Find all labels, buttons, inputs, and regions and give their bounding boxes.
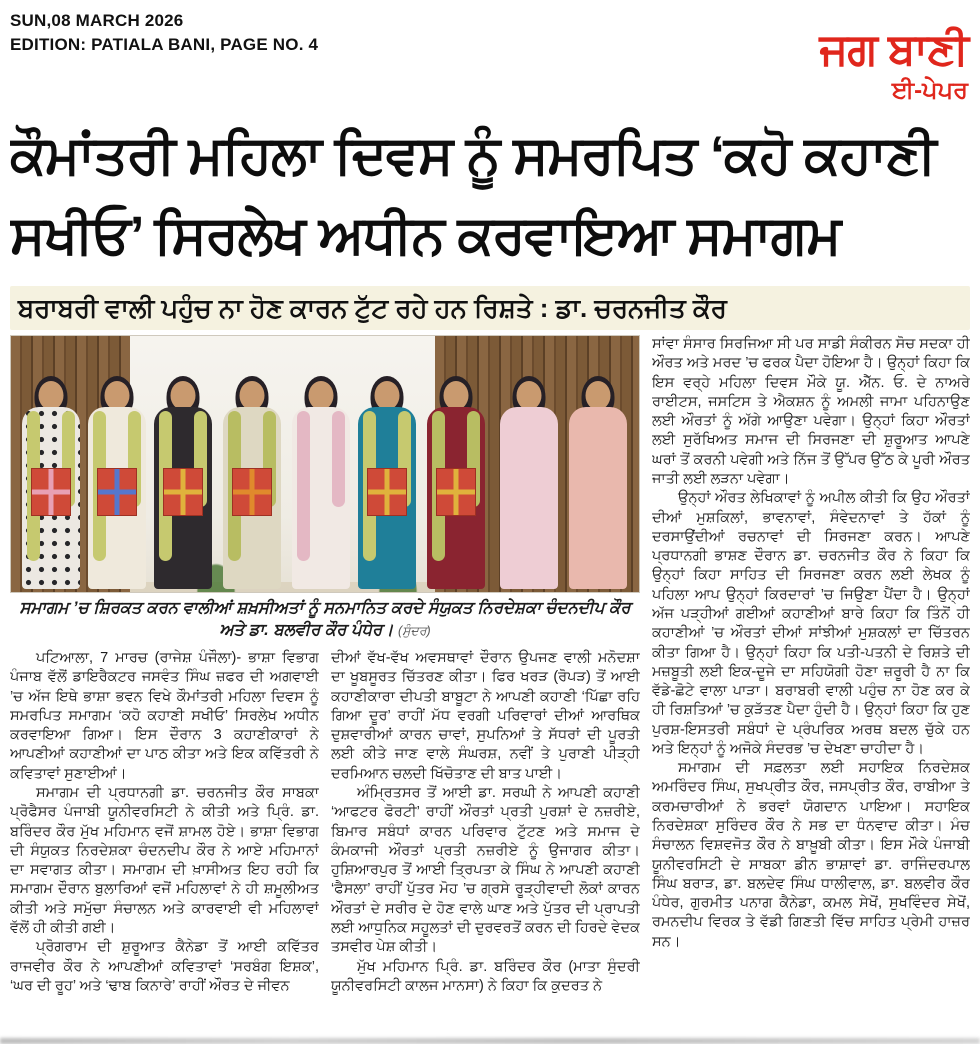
paragraph: ਮੁੱਖ ਮਹਿਮਾਨ ਪ੍ਰਿੰ. ਡਾ. ਬਰਿੰਦਰ ਕੌਰ (ਮਾਤਾ ਸੁੰਦਰੀ ਯੂਨੀਵਰਸਿਟੀ ਕਾਲਜ ਮਾਨਸਾ) ਨੇ ਕਿਹਾ ਕਿ ਕੁਦਰਤ ਨੇ — [331, 958, 640, 994]
headline-line-1: ਕੌਮਾਂਤਰੀ ਮਹਿਲਾ ਦਿਵਸ ਨੂੰ ਸਮਰਪਿਤ ‘ਕਹੋ ਕਹਾਣੀ — [10, 126, 936, 185]
person-figure — [356, 376, 418, 590]
gift-book — [31, 468, 71, 516]
caption-text: ਸਮਾਗਮ ’ਚ ਸ਼ਿਰਕਤ ਕਰਨ ਵਾਲੀਆਂ ਸ਼ਖ਼ਸੀਅਤਾਂ ਨੂੰ ਸਨਮਾਨਿਤ ਕਰਦੇ ਸੰਯੁਕਤ ਨਿਰਦੇਸ਼ਕਾ ਚੰਦਨਦੀਪ ਕੌਰ ਅਤੇ ਡਾ. ਬਲਵੀਰ ਕੌਰ ਪੰਧੇਰ। — [19, 599, 631, 639]
paragraph: ਉਨ੍ਹਾਂ ਔਰਤ ਲੇਖਿਕਾਵਾਂ ਨੂੰ ਅਪੀਲ ਕੀਤੀ ਕਿ ਉਹ ਔਰਤਾਂ ਦੀਆਂ ਮੁਸ਼ਕਿਲਾਂ, ਭਾਵਨਾਵਾਂ, ਸੰਵੇਦਨਾਵਾਂ ਤੇ ਹੱਕਾਂ ਨੂੰ ਦਰਸਾਉਂਦੀਆਂ ਰਚਨਾਵਾਂ ਦੀ ਸਿਰਜਣਾ ਕਰਨ। ਆਪਣੇ ਪ੍ਰਧਾਨਗੀ ਭਾਸ਼ਣ ਦੌਰਾਨ ਡਾ. ਚਰਨਜੀਤ ਕੌਰ ਨੇ ਕਿਹਾ ਕਿ ਉਨ੍ਹਾਂ ਕਿਹਾ ਸਾਹਿਤ ਦੀ ਸਿਰਜਣਾ ਕਰਨ ਲਈ ਲੇਖਕ ਨੂੰ ਪਹਿਲਾ ਆਪ ਉਨ੍ਹਾਂ ਕਿਰਦਾਰਾਂ ’ਚ ਜਿਉਣਾ ਪੈਂਦਾ ਹੈ। ਉਨ੍ਹਾਂ ਅੱਜ ਪੜ੍ਹੀਆਂ ਗਈਆਂ ਕਹਾਣੀਆਂ ਬਾਰੇ ਕਿਹਾ ਕਿ ਤਿੰਨੋਂ ਹੀ ਕਹਾਣੀਆਂ ’ਚ ਔਰਤਾਂ ਦੀਆਂ ਸਾਂਝੀਆਂ ਮੁਸ਼ਕਲਾਂ ਦਾ ਚਿੱਤਰਨ ਕੀਤਾ ਗਿਆ ਹੈ। ਉਨ੍ਹਾਂ ਕਿਹਾ ਕਿ ਪਤੀ-ਪਤਨੀ ਦੇ ਰਿਸ਼ਤੇ ਦੀ ਮਜ਼ਬੂਤੀ ਲਈ ਇਕ-ਦੂਜੇ ਦਾ ਸਹਿਯੋਗੀ ਹੋਣਾ ਜ਼ਰੂਰੀ ਹੈ ਨਾ ਕਿ ਵੱਡੇ-ਛੋਟੇ ਵਾਲਾ ਪਾੜਾ। ਬਰਾਬਰੀ ਵਾਲੀ ਪਹੁੰਚ ਨਾ ਹੋਣ ਕਰ ਕੇ ਹੀ ਰਿਸ਼ਤਿਆਂ ’ਚ ਕੁੜੱਤਣ ਪੈਦਾ ਹੁੰਦੀ ਹੈ। ਉਨ੍ਹਾਂ ਕਿਹਾ ਕਿ ਹੁਣ ਪੁਰਸ਼-ਇਸਤਰੀ ਸਬੰਧਾਂ ਦੇ ਪ੍ਰੰਪਰਿਕ ਅਰਥ ਬਦਲ ਚੁੱਕੇ ਹਨ ਅਤੇ ਇਨ੍ਹਾਂ ਨੂੰ ਅਜੋਕੇ ਸੰਦਰਭ ’ਚ ਦੇਖਣਾ ਚਾਹੀਦਾ ਹੈ। — [652, 490, 970, 757]
gift-book — [163, 468, 203, 516]
date-line: SUN,08 MARCH 2026 — [10, 11, 184, 30]
paragraph: ਸਮਾਗਮ ਦੀ ਸਫ਼ਲਤਾ ਲਈ ਸਹਾਇਕ ਨਿਰਦੇਸ਼ਕ ਅਮਰਿੰਦਰ ਸਿੰਘ, ਸੁਖਪ੍ਰੀਤ ਕੌਰ, ਜਸਪ੍ਰੀਤ ਕੌਰ, ਰਾਬੀਆ ਤੇ ਕਰਮਚਾਰੀਆਂ ਨੇ ਭਰਵਾਂ ਯੋਗਦਾਨ ਪਾਇਆ। ਸਹਾਇਕ ਨਿਰਦੇਸ਼ਕਾ ਸੁਰਿੰਦਰ ਕੌਰ ਨੇ ਸਭ ਦਾ ਧੰਨਵਾਦ ਕੀਤਾ। ਮੰਚ ਸੰਚਾਲਨ ਵਿਸ਼ਵਜੋਤ ਕੌਰ ਨੇ ਬਾਖ਼ੂਬੀ ਕੀਤਾ। ਇਸ ਮੌਕੇ ਪੰਜਾਬੀ ਯੂਨੀਵਰਸਿਟੀ ਦੇ ਸਾਬਕਾ ਡੀਨ ਭਾਸ਼ਾਵਾਂ ਡਾ. ਰਾਜਿੰਦਰਪਾਲ ਸਿੰਘ ਬਰਾੜ, ਡਾ. ਬਲਦੇਵ ਸਿੰਘ ਧਾਲੀਵਾਲ, ਡਾ. ਬਲਵੀਰ ਕੌਰ ਪੰਧੇਰ, ਗੁਰਮੀਤ ਪਨਾਗ ਕੈਨੇਡਾ, ਕਮਲ ਸੇਖੋਂ, ਸੁਖਵਿੰਦਰ ਸੇਖੋਂ, ਰਮਨਦੀਪ ਵਿਰਕ ਤੇ ਵੱਡੀ ਗਿਣਤੀ ਵਿੱਚ ਸਾਹਿਤ ਪ੍ਰੇਮੀ ਹਾਜ਼ਰ ਸਨ। — [652, 760, 970, 950]
edition-line: EDITION: PATIALA BANI, PAGE NO. 4 — [10, 35, 319, 54]
column-3 — [652, 335, 970, 1033]
gift-book — [436, 468, 476, 516]
person-figure — [152, 376, 214, 590]
photo-credit: (ਸੁੰਦਰ) — [397, 624, 431, 638]
photo-caption — [10, 593, 640, 645]
person-figure — [86, 376, 148, 590]
paragraph: ਦੀਆਂ ਵੱਖ-ਵੱਖ ਅਵਸਥਾਵਾਂ ਦੌਰਾਨ ਉਪਜਣ ਵਾਲੀ ਮਨੋਦਸ਼ਾ ਦਾ ਖੂਬਸੂਰਤ ਚਿੱਤਰਣ ਕੀਤਾ। ਫਿਰ ਖਰੜ (ਰੋਪੜ) ਤੋਂ ਆਈ ਕਹਾਣੀਕਾਰਾ ਦੀਪਤੀ ਬਾਬੂਟਾ ਨੇ ਆਪਣੀ ਕਹਾਣੀ ‘ਪਿੱਛਾ ਰਹਿ ਗਿਆ ਦੂਰ’ ਰਾਹੀਂ ਮੱਧ ਵਰਗੀ ਪਰਿਵਾਰਾਂ ਦੀਆਂ ਆਰਥਿਕ ਦੁਸ਼ਵਾਰੀਆਂ ਕਾਰਨ ਚਾਵਾਂ, ਸੁਪਨਿਆਂ ਤੇ ਸੱਧਰਾਂ ਦੀ ਪੂਰਤੀ ਲਈ ਕੀਤੇ ਜਾਣ ਵਾਲੇ ਸੰਘਰਸ਼, ਨਵੀਂ ਤੇ ਪੁਰਾਣੀ ਪੀੜ੍ਹੀ ਦਰਮਿਆਨ ਚਲਦੀ ਖਿੱਚੋਤਾਣ ਦੀ ਬਾਤ ਪਾਈ। — [331, 650, 640, 782]
person-figure — [567, 376, 629, 590]
gift-book — [367, 468, 407, 516]
article-body — [10, 335, 970, 1033]
paragraph: ਸਾਂਵਾ ਸੰਸਾਰ ਸਿਰਜਿਆ ਸੀ ਪਰ ਸਾਡੀ ਸੰਕੀਰਨ ਸੋਚ ਸਦਕਾ ਹੀ ਔਰਤ ਅਤੇ ਮਰਦ ’ਚ ਫਰਕ ਪੈਦਾ ਹੋਇਆ ਹੈ। ਉਨ੍ਹਾਂ ਕਿਹਾ ਕਿ ਇਸ ਵਰ੍ਹੇ ਮਹਿਲਾ ਦਿਵਸ ਮੌਕੇ ਯੂ. ਐੱਨ. ਓ. ਦੇ ਨਾਅਰੇ ਰਾਈਟਸ, ਜਸਟਿਸ ਤੇ ਐਕਸ਼ਨ ਨੂੰ ਅਮਲੀ ਜਾਮਾ ਪਹਿਨਾਉਣ ਲਈ ਔਰਤਾਂ ਨੂੰ ਅੱਗੇ ਆਉਣਾ ਪਵੇਗਾ। ਉਨ੍ਹਾਂ ਕਿਹਾ ਔਰਤਾਂ ਲਈ ਸੁਰੱਖਿਅਤ ਸਮਾਜ ਦੀ ਸਿਰਜਣਾ ਦੀ ਸ਼ੁਰੂਆਤ ਆਪਣੇ ਘਰਾਂ ਤੋਂ ਕਰਨੀ ਪਵੇਗੀ ਅਤੇ ਨਿੱਜ ਤੋਂ ਉੱਪਰ ਉੱਠ ਕੇ ਪੂਰੀ ਔਰਤ ਜਾਤੀ ਲਈ ਲੜਨਾ ਪਵੇਗਾ। — [652, 336, 970, 487]
gift-book — [232, 468, 272, 516]
person-figure — [221, 376, 283, 590]
person-figure — [20, 376, 82, 590]
left-block — [10, 335, 640, 1033]
text-columns — [10, 649, 640, 1035]
logo-subtitle: ਈ-ਪੇਪਰ — [891, 77, 968, 104]
article-headline — [10, 116, 970, 282]
gift-book — [97, 468, 137, 516]
paragraph: ਪਟਿਆਲਾ, 7 ਮਾਰਚ (ਰਾਜੇਸ਼ ਪੰਜੌਲਾ)- ਭਾਸ਼ਾ ਵਿਭਾਗ ਪੰਜਾਬ ਵੱਲੋਂ ਡਾਇਰੈਕਟਰ ਜਸਵੰਤ ਸਿੰਘ ਜ਼ਫਰ ਦੀ ਅਗਵਾਈ ’ਚ ਅੱਜ ਇਥੇ ਭਾਸ਼ਾ ਭਵਨ ਵਿਖੇ ਕੌਮਾਂਤਰੀ ਮਹਿਲਾ ਦਿਵਸ ਨੂੰ ਸਮਰਪਿਤ ਸਮਾਗਮ ‘ਕਹੋ ਕਹਾਣੀ ਸਖੀਓ’ ਸਿਰਲੇਖ ਅਧੀਨ ਕਰਵਾਇਆ ਗਿਆ। ਇਸ ਦੌਰਾਨ 3 ਕਹਾਣੀਕਾਰਾਂ ਨੇ ਆਪਣੀਆਂ ਕਹਾਣੀਆਂ ਦਾ ਪਾਠ ਕੀਤਾ ਅਤੇ ਇਕ ਕਵਿੱਤਰੀ ਨੇ ਕਵਿਤਾਵਾਂ ਸੁਣਾਈਆਂ। — [10, 650, 319, 782]
logo-title: ਜਗ ਬਾਣੀ — [819, 25, 968, 74]
paragraph: ਸਮਾਗਮ ਦੀ ਪ੍ਰਧਾਨਗੀ ਡਾ. ਚਰਨਜੀਤ ਕੌਰ ਸਾਬਕਾ ਪ੍ਰੋਫੈਸਰ ਪੰਜਾਬੀ ਯੂਨੀਵਰਸਿਟੀ ਨੇ ਕੀਤੀ ਅਤੇ ਪ੍ਰਿੰ. ਡਾ. ਬਰਿੰਦਰ ਕੌਰ ਮੁੱਖ ਮਹਿਮਾਨ ਵਜੋਂ ਸ਼ਾਮਲ ਹੋਏ। ਭਾਸ਼ਾ ਵਿਭਾਗ ਦੀ ਸੰਯੁਕਤ ਨਿਰਦੇਸ਼ਕਾ ਚੰਦਨਦੀਪ ਕੌਰ ਨੇ ਆਏ ਮਹਿਮਾਨਾਂ ਦਾ ਸਵਾਗਤ ਕੀਤਾ। ਸਮਾਗਮ ਦੀ ਖ਼ਾਸੀਅਤ ਇਹ ਰਹੀ ਕਿ ਸਮਾਗਮ ਦੌਰਾਨ ਬੁਲਾਰਿਆਂ ਵਜੋਂ ਮਹਿਲਾਵਾਂ ਨੇ ਹੀ ਸ਼ਮੂਲੀਅਤ ਕੀਤੀ ਅਤੇ ਸਮੁੱਚਾ ਸੰਚਾਲਨ ਅਤੇ ਕਾਰਵਾਈ ਵੀ ਮਹਿਲਾਵਾਂ ਵੱਲੋਂ ਹੀ ਕੀਤੀ ਗਈ। — [10, 784, 319, 936]
headline-line-2: ਸਖੀਓ’ ਸਿਰਲੇਖ ਅਧੀਨ ਕਰਵਾਇਆ ਸਮਾਗਮ — [10, 206, 841, 265]
paragraph: ਪ੍ਰੋਗਰਾਮ ਦੀ ਸ਼ੁਰੂਆਤ ਕੈਨੇਡਾ ਤੋਂ ਆਈ ਕਵਿੱਤਰ ਰਾਜਵੀਰ ਕੌਰ ਨੇ ਆਪਣੀਆਂ ਕਵਿਤਾਵਾਂ ‘ਸਰਬੰਗ ਇਸ਼ਕ’, ‘ਘਰ ਦੀ ਰੂਹ’ ਅਤੇ ‘ਢਾਬ ਕਿਨਾਰੇ’ ਰਾਹੀਂ ਔਰਤ ਦੇ ਜੀਵਨ — [10, 939, 319, 994]
event-photo — [10, 335, 640, 593]
newspaper-logo[interactable] — [819, 26, 968, 106]
person-figure — [425, 376, 487, 590]
column-2 — [331, 649, 640, 1035]
article-subheadline: ਬਰਾਬਰੀ ਵਾਲੀ ਪਹੁੰਚ ਨਾ ਹੋਣ ਕਾਰਨ ਟੁੱਟ ਰਹੇ ਹਨ ਰਿਸ਼ਤੇ : ਡਾ. ਚਰਨਜੀਤ ਕੌਰ — [10, 286, 970, 330]
masthead — [10, 8, 970, 116]
person-figure — [498, 376, 560, 590]
page-bottom-crop — [0, 1038, 980, 1044]
column-1 — [10, 649, 319, 1035]
paragraph: ਅੰਮ੍ਰਿਤਸਰ ਤੋਂ ਆਈ ਡਾ. ਸਰਘੀ ਨੇ ਆਪਣੀ ਕਹਾਣੀ ‘ਆਫਟਰ ਫੋਰਟੀ’ ਰਾਹੀਂ ਔਰਤਾਂ ਪ੍ਰਤੀ ਪੁਰਸ਼ਾਂ ਦੇ ਨਜ਼ਰੀਏ, ਬਿਮਾਰ ਸਬੰਧਾਂ ਕਾਰਨ ਪਰਿਵਾਰ ਟੁੱਟਣ ਅਤੇ ਸਮਾਜ ਦੇ ਕੰਮਕਾਜੀ ਔਰਤਾਂ ਪ੍ਰਤੀ ਨਜ਼ਰੀਏ ਨੂੰ ਉਜਾਗਰ ਕੀਤਾ। ਹੁਸ਼ਿਆਰਪੁਰ ਤੋਂ ਆਈ ਤ੍ਰਿਪਤਾ ਕੇ ਸਿੰਘ ਨੇ ਆਪਣੀ ਕਹਾਣੀ ‘ਫੈਸਲਾ’ ਰਾਹੀਂ ਪੁੱਤਰ ਮੋਹ ’ਚ ਗ੍ਰਸੇ ਰੂੜ੍ਹੀਵਾਦੀ ਲੋਕਾਂ ਕਾਰਨ ਔਰਤਾਂ ਦੇ ਸਰੀਰ ਦੇ ਹੋਣ ਵਾਲੇ ਘਾਣ ਅਤੇ ਪੁੱਤਰ ਦੀ ਪ੍ਰਾਪਤੀ ਲਈ ਆਧੁਨਿਕ ਸਹੂਲਤਾਂ ਦੀ ਦੁਰਵਰਤੋਂ ਕਰਨ ਦੀ ਹਿਰਦੇ ਵੇਦਕ ਤਸਵੀਰ ਪੇਸ਼ ਕੀਤੀ। — [331, 784, 640, 956]
person-figure — [290, 376, 352, 590]
